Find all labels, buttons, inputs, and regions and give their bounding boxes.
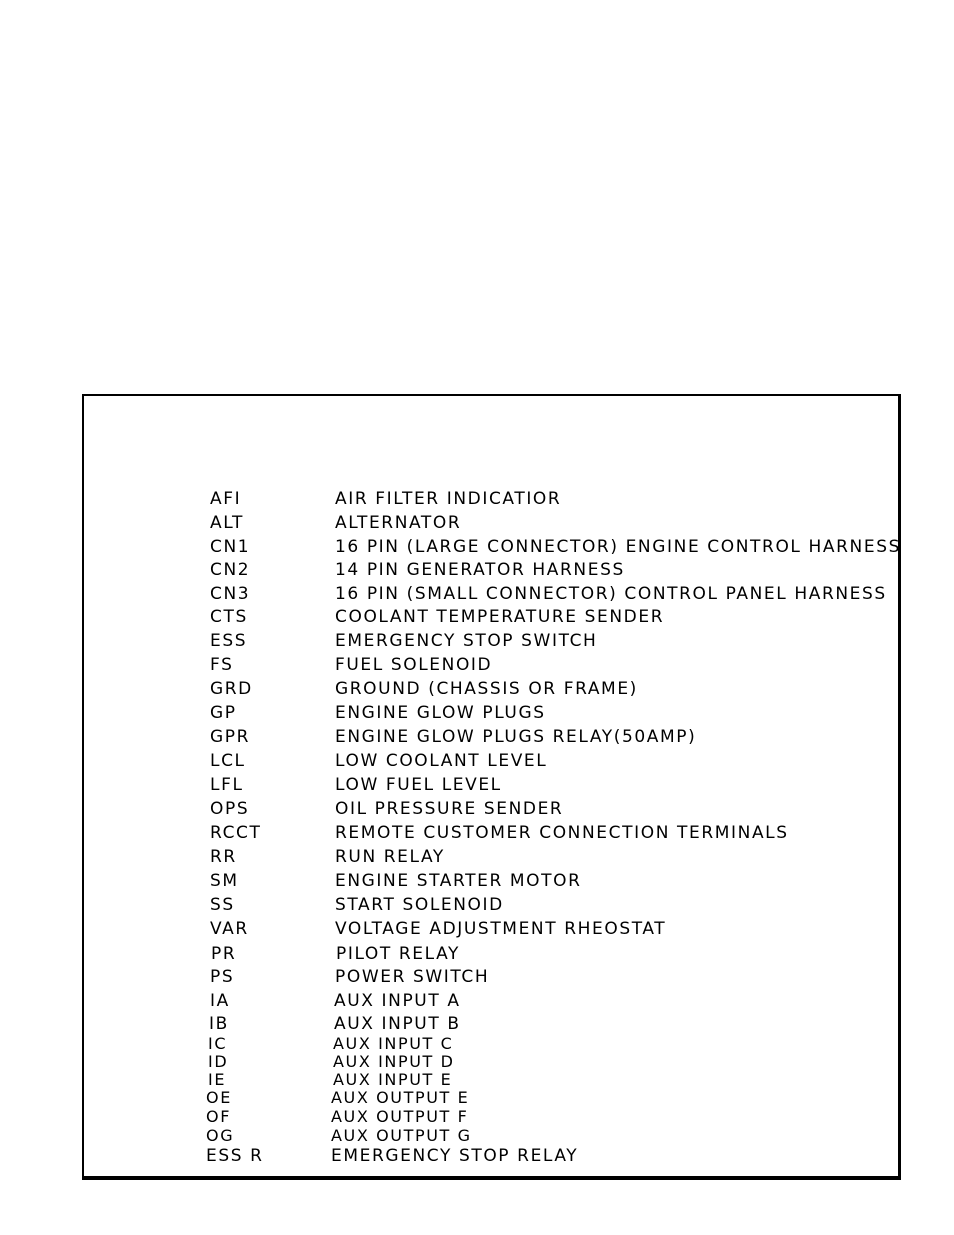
legend-abbreviation: LCL	[210, 751, 246, 771]
legend-description: COOLANT TEMPERATURE SENDER	[335, 607, 665, 627]
legend-abbreviation: RCCT	[210, 823, 262, 843]
legend-abbreviation: OPS	[210, 799, 250, 819]
legend-description: VOLTAGE ADJUSTMENT RHEOSTAT	[335, 919, 667, 939]
legend-abbreviation: IC	[208, 1034, 228, 1053]
legend-description: FUEL SOLENOID	[335, 655, 493, 675]
legend-abbreviation: CN3	[210, 584, 251, 604]
legend-description: ENGINE STARTER MOTOR	[335, 871, 582, 891]
legend-description: RUN RELAY	[335, 847, 445, 867]
legend-abbreviation: SS	[210, 895, 235, 915]
legend-abbreviation: FS	[210, 655, 234, 675]
legend-abbreviation: IB	[209, 1014, 229, 1034]
legend-description: POWER SWITCH	[335, 967, 490, 987]
legend-abbreviation: IA	[210, 991, 230, 1011]
legend-abbreviation: OE	[206, 1088, 232, 1107]
legend-description: AUX OUTPUT E	[331, 1088, 470, 1107]
legend-abbreviation: PS	[210, 967, 235, 987]
legend-abbreviation: CN2	[210, 560, 251, 580]
legend-description: 14 PIN GENERATOR HARNESS	[335, 560, 625, 580]
legend-description: START SOLENOID	[335, 895, 504, 915]
legend-description: ENGINE GLOW PLUGS	[335, 703, 546, 723]
legend-abbreviation: OF	[206, 1107, 231, 1126]
legend-description: AUX OUTPUT F	[331, 1107, 469, 1126]
legend-abbreviation: ESS	[210, 631, 248, 651]
legend-description: AUX INPUT B	[334, 1014, 461, 1034]
legend-description: 16 PIN (SMALL CONNECTOR) CONTROL PANEL HARNESS	[335, 584, 887, 604]
legend-description: PILOT RELAY	[336, 944, 461, 964]
legend-list	[84, 396, 901, 1176]
legend-description: ENGINE GLOW PLUGS RELAY(50AMP)	[335, 727, 697, 747]
legend-abbreviation: LFL	[210, 775, 244, 795]
legend-abbreviation: ID	[208, 1052, 229, 1071]
legend-description: LOW FUEL LEVEL	[335, 775, 502, 795]
legend-abbreviation: AFI	[210, 489, 242, 509]
legend-description: AUX INPUT A	[334, 991, 461, 1011]
legend-abbreviation: ESS R	[206, 1146, 264, 1166]
legend-abbreviation: CN1	[210, 537, 251, 557]
legend-abbreviation: SM	[210, 871, 239, 891]
legend-description: EMERGENCY STOP SWITCH	[335, 631, 598, 651]
legend-abbreviation: GP	[210, 703, 237, 723]
legend-description: AUX OUTPUT G	[331, 1126, 472, 1145]
legend-description: AUX INPUT E	[333, 1070, 453, 1089]
legend-description: OIL PRESSURE SENDER	[335, 799, 564, 819]
legend-description: GROUND (CHASSIS OR FRAME)	[335, 679, 638, 699]
legend-abbreviation: RR	[210, 847, 237, 867]
legend-description: REMOTE CUSTOMER CONNECTION TERMINALS	[335, 823, 789, 843]
legend-abbreviation: PR	[211, 944, 237, 964]
legend-abbreviation: IE	[208, 1070, 227, 1089]
legend-description: ALTERNATOR	[335, 513, 462, 533]
legend-abbreviation: GRD	[210, 679, 253, 699]
legend-description: AUX INPUT D	[333, 1052, 455, 1071]
legend-abbreviation: GPR	[210, 727, 251, 747]
legend-abbreviation: ALT	[210, 513, 244, 533]
legend-box	[82, 394, 901, 1180]
legend-abbreviation: CTS	[210, 607, 248, 627]
legend-abbreviation: VAR	[210, 919, 249, 939]
legend-description: EMERGENCY STOP RELAY	[331, 1146, 579, 1166]
legend-description: AIR FILTER INDICATIOR	[335, 489, 562, 509]
legend-description: AUX INPUT C	[333, 1034, 454, 1053]
legend-description: LOW COOLANT LEVEL	[335, 751, 548, 771]
legend-description: 16 PIN (LARGE CONNECTOR) ENGINE CONTROL HARNESS	[335, 537, 901, 557]
legend-abbreviation: OG	[206, 1126, 235, 1145]
